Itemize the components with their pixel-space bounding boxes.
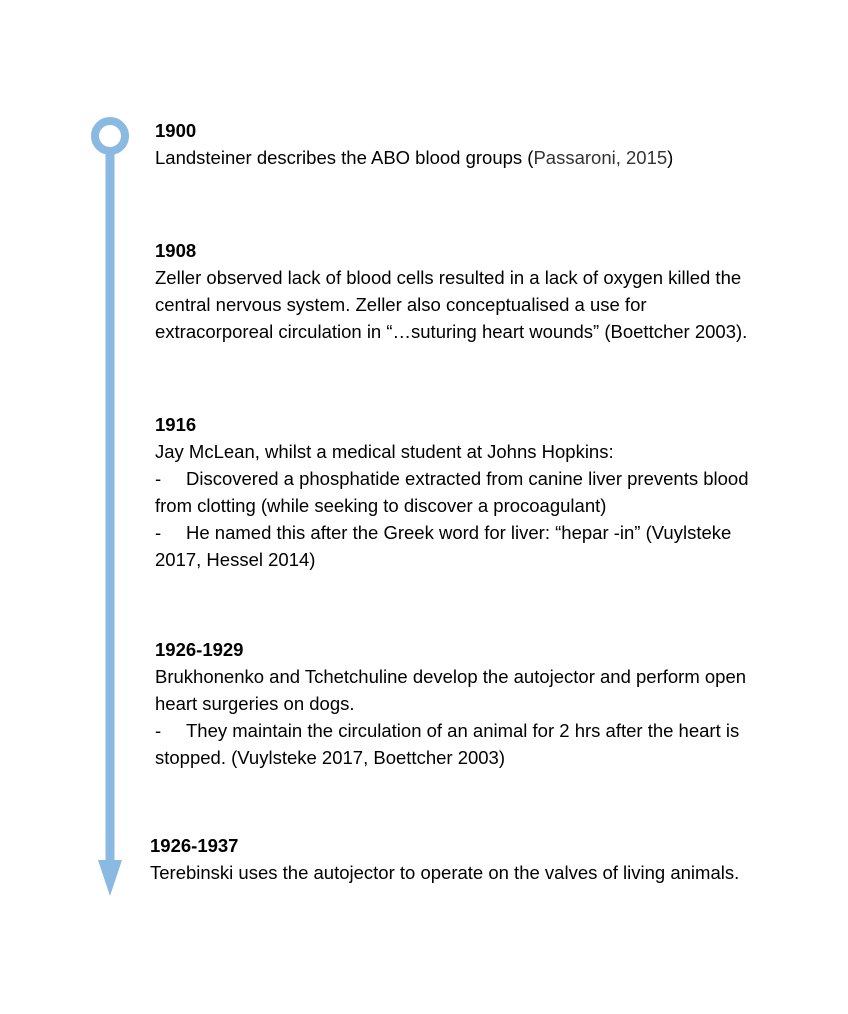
timeline-arrowhead [98, 860, 122, 896]
entry-year: 1916 [155, 414, 197, 435]
bullet-text: He named this after the Greek word for liver: “hepar -in” (Vuylsteke [186, 522, 732, 543]
entry-line: extracorporeal circulation in “…suturing heart wounds” (Boettcher 2003). [155, 321, 748, 342]
bullet-continuation: from clotting (while seeking to discover a procoagulant) [155, 495, 607, 516]
entry-year: 1908 [155, 240, 197, 261]
entry-year: 1926-1937 [150, 835, 239, 856]
timeline-entry-1908 [155, 237, 747, 345]
entry-citation: Passaroni, 2015 [533, 147, 668, 168]
timeline-entry-1916 [155, 411, 749, 573]
bullet-dash: - [155, 468, 162, 489]
entry-text-main: Landsteiner describes the ABO blood groups ( [155, 147, 534, 168]
entry-line: central nervous system. Zeller also conceptualised a use for [155, 294, 647, 315]
entry-year: 1900 [155, 120, 197, 141]
timeline-entry-1900 [155, 117, 673, 171]
entry-line: Brukhonenko and Tchetchuline develop the autojector and perform open [155, 666, 747, 687]
bullet-dash: - [155, 522, 162, 543]
bullet-text: Discovered a phosphatide extracted from canine liver prevents blood [186, 468, 749, 489]
timeline-entry-1926-1929 [155, 636, 746, 771]
bullet-item [155, 465, 749, 492]
timeline-entry-1926-1937 [150, 832, 739, 886]
bullet-text: They maintain the circulation of an animal for 2 hrs after the heart is [186, 720, 740, 741]
bullet-item [155, 519, 749, 546]
bullet-dash: - [155, 720, 162, 741]
entry-text-end: ) [667, 147, 674, 168]
entry-line: heart surgeries on dogs. [155, 693, 355, 714]
bullet-continuation: stopped. (Vuylsteke 2017, Boettcher 2003) [155, 747, 506, 768]
bullet-continuation: 2017, Hessel 2014) [155, 549, 316, 570]
timeline-start-marker [95, 121, 125, 151]
entry-line: Terebinski uses the autojector to operate on the valves of living animals. [150, 862, 740, 883]
entry-intro: Jay McLean, whilst a medical student at Johns Hopkins: [155, 441, 614, 462]
entry-year: 1926-1929 [155, 639, 244, 660]
bullet-item [155, 717, 746, 744]
entry-line: Zeller observed lack of blood cells resulted in a lack of oxygen killed the [155, 267, 742, 288]
entry-text [155, 144, 673, 171]
